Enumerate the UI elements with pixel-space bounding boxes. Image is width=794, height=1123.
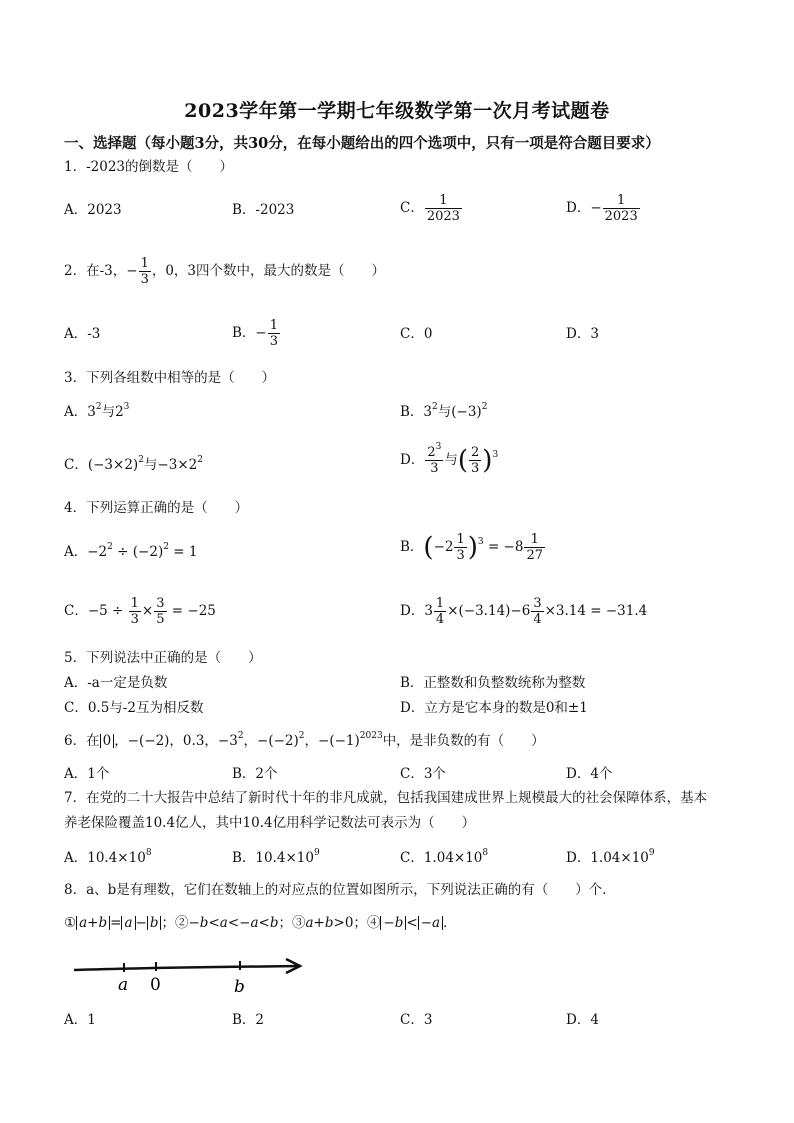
question-8-stem: 8．a、b是有理数，它们在数轴上的对应点的位置如图所示，下列说法正确的有（ ）个． [64,882,616,898]
q3-option-d: D． $\frac{2^3}{3}$ 与( $\frac{2}{3}$ )$^3$ [400,442,499,476]
q3-option-c: C．$(-3\times 2)^2$与$-3\times 2^2$ [64,455,203,473]
section-heading: 一、选择题（每小题3分，共30分，在每小题给出的四个选项中，只有一项是符合题目要求） [64,135,660,152]
q2-option-a: A．-3 [64,326,101,342]
q7-option-c: C．$1.04\times 10^8$ [400,848,489,866]
question-2-stem: 2．在-3，− $\frac{1}{3}$ ，0，3四个数中，最大的数是（ ） [64,256,386,287]
q5-option-b: B．正整数和负整数统称为整数 [400,675,586,691]
page-title: 2023学年第一学期七年级数学第一次月考试题卷 [184,100,610,122]
question-4-stem: 4．下列运算正确的是（ ） [64,500,249,516]
q5-option-d: D．立方是它本身的数是0和±1 [400,700,588,716]
question-7-stem-line1: 7．在党的二十大报告中总结了新时代十年的非凡成就，包括我国建成世界上规模最大的社会保障体系，基本 [64,790,708,806]
q5-option-c: C．0.5与-2互为相反数 [64,700,204,716]
q8-option-a: A．1 [64,1012,96,1028]
q8-option-c: C．3 [400,1012,433,1028]
q7-option-b: B．$10.4\times 10^9$ [232,848,320,866]
question-3-stem: 3．下列各组数中相等的是（ ） [64,370,276,386]
q1-option-d: D．− $\frac{1}{2023}$ [566,193,638,224]
q2-option-d: D．3 [566,326,599,342]
q3-option-a: A．$3^2$与$2^3$ [64,402,130,420]
q5-option-a: A．-a一定是负数 [64,675,168,691]
q4-option-b: B．(−2 $\frac{1}{3}$ )$^3$ = −8 $\frac{1}{27}$ [400,532,543,563]
question-7-stem-line2: 养老保险覆盖10.4亿人，其中10.4亿用科学记数法可表示为（ ） [64,815,476,831]
q6-option-d: D．4个 [566,766,613,782]
q2-option-c: C．0 [400,326,433,342]
q6-option-b: B．2个 [232,766,278,782]
q7-option-d: D．$1.04\times 10^9$ [566,848,655,866]
q6-option-c: C．3个 [400,766,446,782]
q2-option-b: B．− $\frac{1}{3}$ [232,318,279,349]
q8-option-d: D．4 [566,1012,599,1028]
label-a: a [118,975,129,995]
question-1-stem: 1．-2023的倒数是（ ） [64,159,234,175]
q4-option-a: A．$-2^2 \div (-2)^2 = 1$ [64,542,198,560]
q4-option-c: C．−5 ÷ $\frac{1}{3}$ × $\frac{3}{5}$ = −25 [64,596,216,627]
label-b: b [234,977,245,997]
number-line-figure [72,958,312,998]
q6-option-a: A．1个 [64,766,110,782]
q4-option-d: D．3 $\frac{1}{4}$ ×(−3.14)−6 $\frac{3}{4}$ ×3.14 = −31.4 [400,596,648,627]
label-0: 0 [150,975,161,995]
q1-option-b: B．-2023 [232,202,295,218]
q1-option-a: A．2023 [64,202,122,218]
question-8-statements: ① a+b = a − b ；②−b<a<−a<b；③a+b>0；④ −b < −a ． [64,915,457,931]
q7-option-a: A．$10.4\times 10^8$ [64,848,152,866]
q3-option-b: B．$3^2$与$(-3)^2$ [400,402,488,420]
q1-option-c: C． $\frac{1}{2023}$ [400,193,460,224]
question-5-stem: 5．下列说法中正确的是（ ） [64,650,262,666]
number-line-axis [74,966,298,970]
question-6-stem: 6．在 0 ，−(−2)，0.3，$-3^2$，$-(-2)^2$，$-(-1)^{2023}$中，是非负数的有（ ） [64,731,545,749]
q8-option-b: B．2 [232,1012,265,1028]
